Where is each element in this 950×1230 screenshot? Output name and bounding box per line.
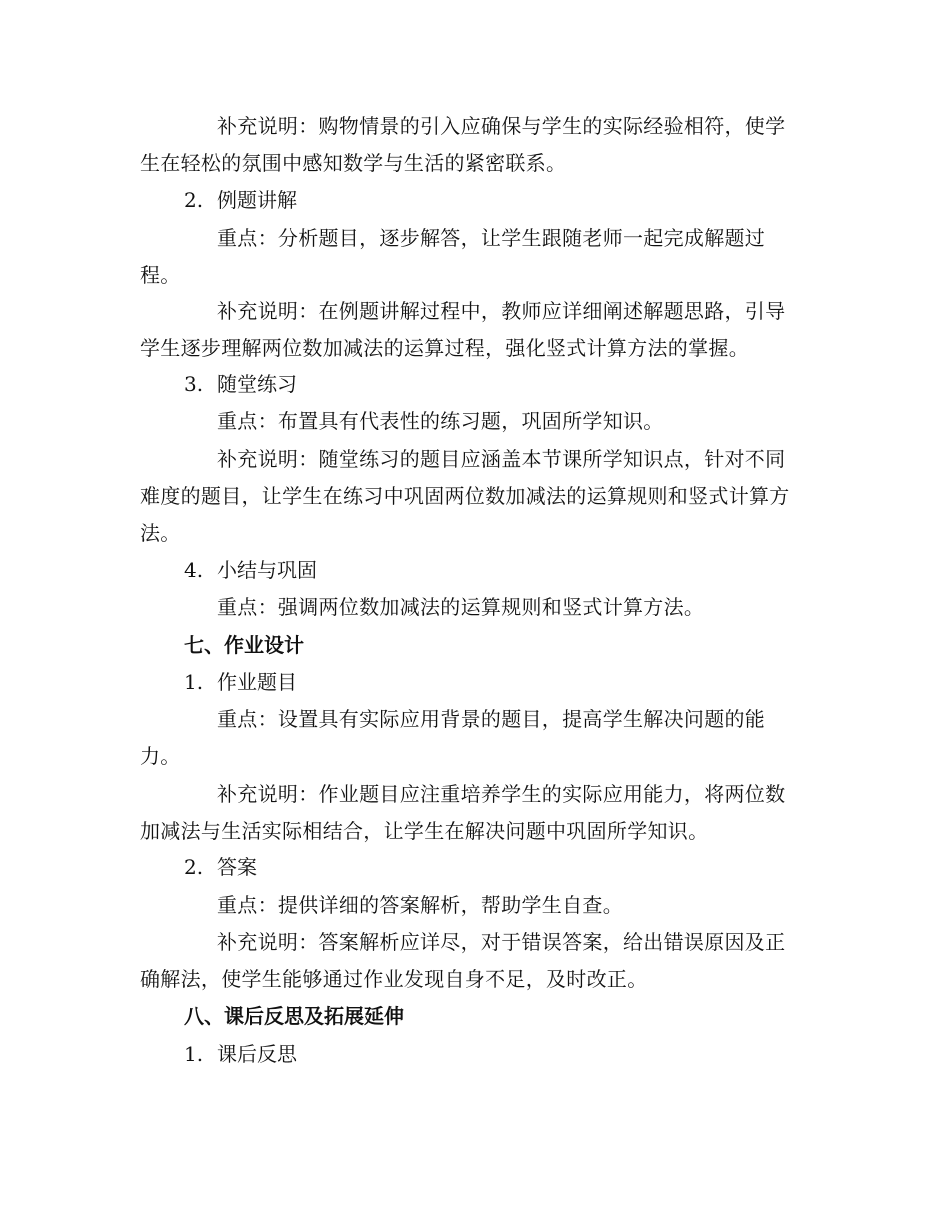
paragraph-key-point-analysis: 重点：分析题目，逐步解答，让学生跟随老师一起完成解题过程。	[140, 226, 766, 287]
paragraph-supplement-shopping: 补充说明：购物情景的引入应确保与学生的实际经验相符，使学生在轻松的氛围中感知数学与生活的紧密联系。	[140, 114, 786, 175]
list-number: 1.	[184, 670, 204, 694]
list-item-homework-questions	[184, 664, 297, 701]
section-heading-homework: 七、作业设计	[184, 633, 304, 657]
list-item-practice	[184, 366, 297, 403]
list-number: 1.	[184, 1042, 204, 1066]
paragraph-key-point-answers: 重点：提供详细的答案解析，帮助学生自查。	[217, 893, 623, 917]
list-number: 3.	[184, 372, 204, 396]
list-item-example-explanation	[184, 182, 297, 219]
list-label: 答案	[217, 855, 257, 879]
paragraph-key-point-practice: 重点：布置具有代表性的练习题，巩固所学知识。	[217, 409, 664, 433]
list-number: 4.	[184, 558, 204, 582]
list-item-reflection	[184, 1036, 297, 1073]
paragraph-supplement-practice: 补充说明：随堂练习的题目应涵盖本节课所学知识点，针对不同难度的题目，让学生在练习中巩固两位数加减法的运算规则和竖式计算方法。	[140, 447, 790, 545]
list-label: 课后反思	[217, 1042, 297, 1066]
paragraph-supplement-homework: 补充说明：作业题目应注重培养学生的实际应用能力，将两位数加减法与生活实际相结合，让学生在解决问题中巩固所学知识。	[140, 782, 786, 843]
list-item-answers	[184, 849, 257, 886]
list-label: 小结与巩固	[217, 558, 317, 582]
paragraph-supplement-example: 补充说明：在例题讲解过程中，教师应详细阐述解题思路，引导学生逐步理解两位数加减法的运算过程，强化竖式计算方法的掌握。	[140, 299, 786, 360]
list-item-summary	[184, 552, 317, 589]
list-label: 例题讲解	[217, 188, 297, 212]
list-number: 2.	[184, 188, 204, 212]
paragraph-supplement-answers: 补充说明：答案解析应详尽，对于错误答案，给出错误原因及正确解法，使学生能够通过作业发现自身不足，及时改正。	[140, 930, 786, 991]
list-label: 随堂练习	[217, 372, 297, 396]
list-label: 作业题目	[217, 670, 297, 694]
paragraph-key-point-summary: 重点：强调两位数加减法的运算规则和竖式计算方法。	[217, 595, 705, 619]
list-number: 2.	[184, 855, 204, 879]
section-heading-reflection: 八、课后反思及拓展延伸	[184, 1004, 404, 1028]
paragraph-key-point-homework: 重点：设置具有实际应用背景的题目，提高学生解决问题的能力。	[140, 707, 766, 768]
